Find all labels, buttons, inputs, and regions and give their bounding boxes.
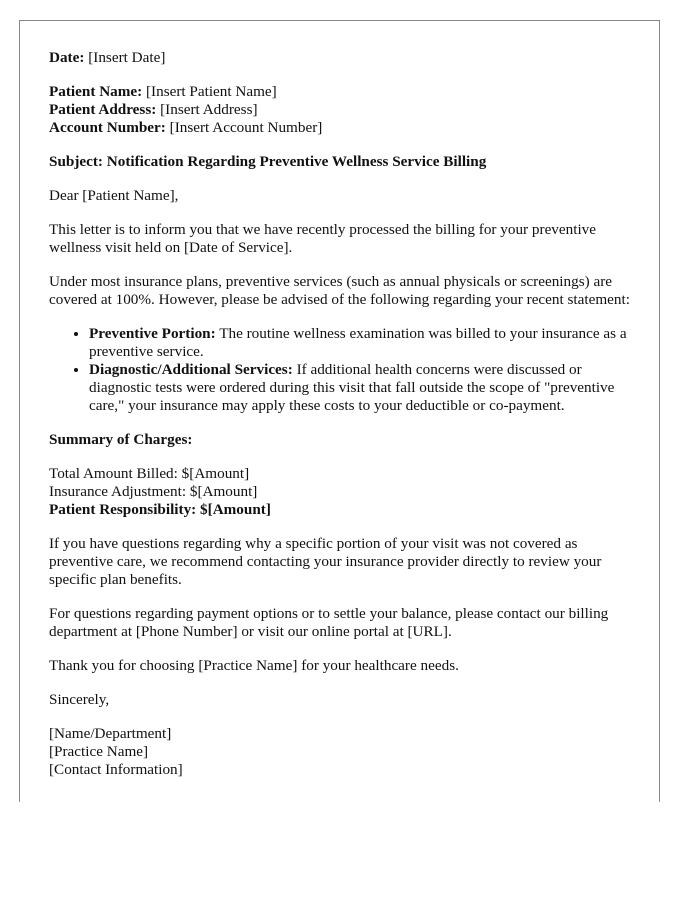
subject-line — [49, 153, 639, 171]
patient-address-label: Patient Address: — [49, 101, 157, 118]
list-item-diagnostic — [89, 361, 639, 415]
date-line — [49, 49, 639, 67]
summary-heading — [49, 431, 639, 449]
bullet-text: The routine wellness examination was billed to your insurance as a preventive service. — [89, 325, 627, 360]
salutation: Dear [Patient Name], — [49, 187, 179, 204]
paragraph-coverage: Under most insurance plans, preventive services (such as annual physicals or screenings) are covered at 100%. However, please be advised of the following regarding your recent statement: — [49, 273, 630, 308]
paragraph-questions: If you have questions regarding why a specific portion of your visit was not covered as preventive care, we recommend contacting your insurance provider directly to review your specific plan benefits. — [49, 535, 602, 588]
letter-page — [19, 20, 660, 802]
account-number-line — [49, 119, 639, 137]
paragraph-intro: This letter is to inform you that we have recently processed the billing for your preventive wellness visit held on [Date of Service]. — [49, 221, 597, 256]
patient-responsibility-line: Patient Responsibility: $[Amount] — [49, 501, 271, 518]
patient-name-label: Patient Name: — [49, 83, 143, 100]
paragraph-thanks: Thank you for choosing [Practice Name] for your healthcare needs. — [49, 657, 459, 674]
summary-heading-text: Summary of Charges: — [49, 431, 193, 448]
date-value: [Insert Date] — [84, 49, 166, 66]
account-number-label: Account Number: — [49, 119, 166, 136]
signature-block — [49, 725, 639, 779]
patient-address-value: [Insert Address] — [156, 101, 258, 118]
account-number-value: [Insert Account Number] — [165, 119, 323, 136]
patient-address-line — [49, 101, 639, 119]
bullet-label: Diagnostic/Additional Services: — [89, 361, 293, 378]
signature-contact-line: [Contact Information] — [49, 761, 183, 778]
paragraph-payment: For questions regarding payment options or to settle your balance, please contact our billing department at [Phone Number] or visit our online portal at [URL]. — [49, 605, 609, 640]
signature-practice-line: [Practice Name] — [49, 743, 149, 760]
patient-info-block — [49, 83, 639, 137]
subject-text: Subject: Notification Regarding Preventive Wellness Service Billing — [49, 153, 487, 170]
signature-name-line: [Name/Department] — [49, 725, 172, 742]
letter-body — [49, 49, 639, 795]
list-item-preventive — [89, 325, 639, 361]
insurance-adjustment-line: Insurance Adjustment: $[Amount] — [49, 483, 258, 500]
patient-name-line — [49, 83, 639, 101]
bullet-text: If additional health concerns were discussed or diagnostic tests were ordered during this visit that fall outside the scope of "preventive care," your insurance may apply these costs to your deductible or co-payment. — [89, 361, 615, 414]
charges-block — [49, 465, 639, 519]
patient-name-value: [Insert Patient Name] — [142, 83, 277, 100]
total-billed-line: Total Amount Billed: $[Amount] — [49, 465, 250, 482]
bullet-label: Preventive Portion: — [89, 325, 216, 342]
date-label: Date: — [49, 49, 85, 66]
closing: Sincerely, — [49, 691, 110, 708]
billing-details-list — [49, 325, 639, 415]
